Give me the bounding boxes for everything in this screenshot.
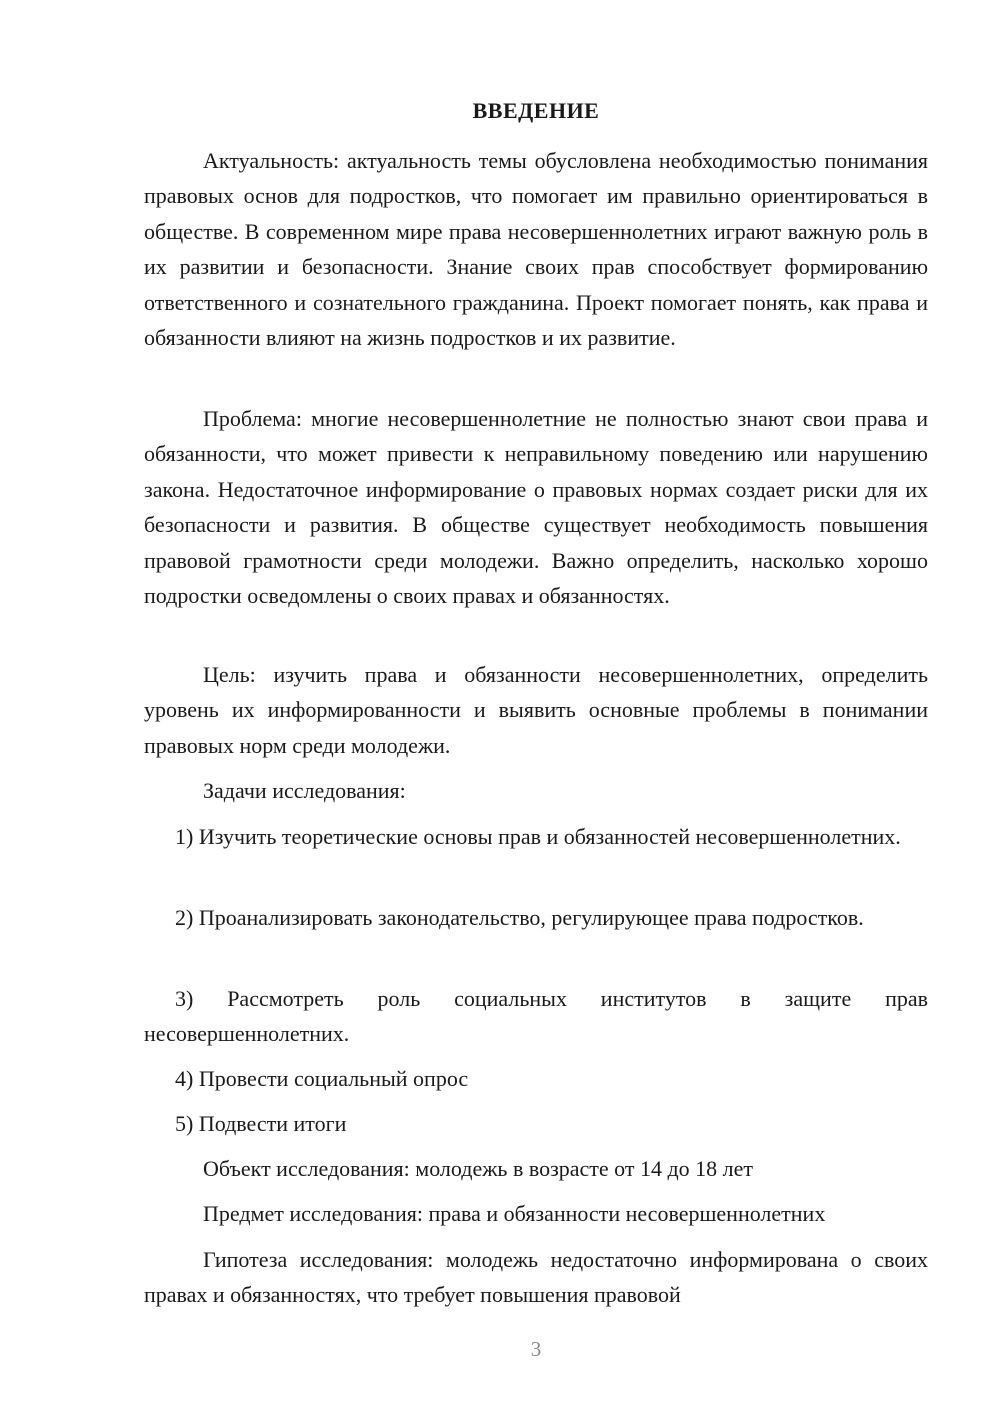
section-heading: ВВЕДЕНИЕ xyxy=(472,98,600,123)
subject-paragraph: Предмет исследования: права и обязанности несовершеннолетних xyxy=(203,1201,826,1226)
problem-paragraph: Проблема: многие несовершеннолетние не полностью знают свои права и обязанности, что может привести к неправильному поведению или нарушению закона. Недостаточное информирование о правовых нормах создает риски для их безопасности и развития. В обществе существует необходимость повышения правовой грамотности среди молодежи. Важно определить, насколько хорошо подростки осведомлены о своих правах и обязанностях. xyxy=(144,406,928,609)
task-item-2: 2) Проанализировать законодательство, регулирующее права подростков. xyxy=(175,905,864,930)
page-number: 3 xyxy=(530,1337,542,1361)
task-item-4: 4) Провести социальный опрос xyxy=(175,1066,469,1091)
task-item-3: 3) Рассмотреть роль социальных институтов в защите прав несовершеннолетних. xyxy=(144,986,928,1047)
task-item-1: 1) Изучить теоретические основы прав и обязанностей несовершеннолетних. xyxy=(175,824,901,849)
object-paragraph: Объект исследования: молодежь в возрасте от 14 до 18 лет xyxy=(203,1156,754,1181)
goal-paragraph: Цель: изучить права и обязанности несовершеннолетних, определить уровень их информированности и выявить основные проблемы в понимании правовых норм среди молодежи. xyxy=(144,662,928,758)
relevance-paragraph: Актуальность: актуальность темы обусловлена необходимостью понимания правовых основ для подростков, что помогает им правильно ориентироваться в обществе. В современном мире права несовершеннолетних играют важную роль в их развитии и безопасности. Знание своих прав способствует формированию ответственного и сознательного гражданина. Проект помогает понять, как права и обязанности влияют на жизнь подростков и их развитие. xyxy=(144,148,928,351)
task-item-5: 5) Подвести итоги xyxy=(175,1111,347,1136)
tasks-title: Задачи исследования: xyxy=(203,778,406,803)
hypothesis-paragraph: Гипотеза исследования: молодежь недостаточно информирована о своих правах и обязанностях, что требует повышения правовой xyxy=(144,1247,928,1308)
